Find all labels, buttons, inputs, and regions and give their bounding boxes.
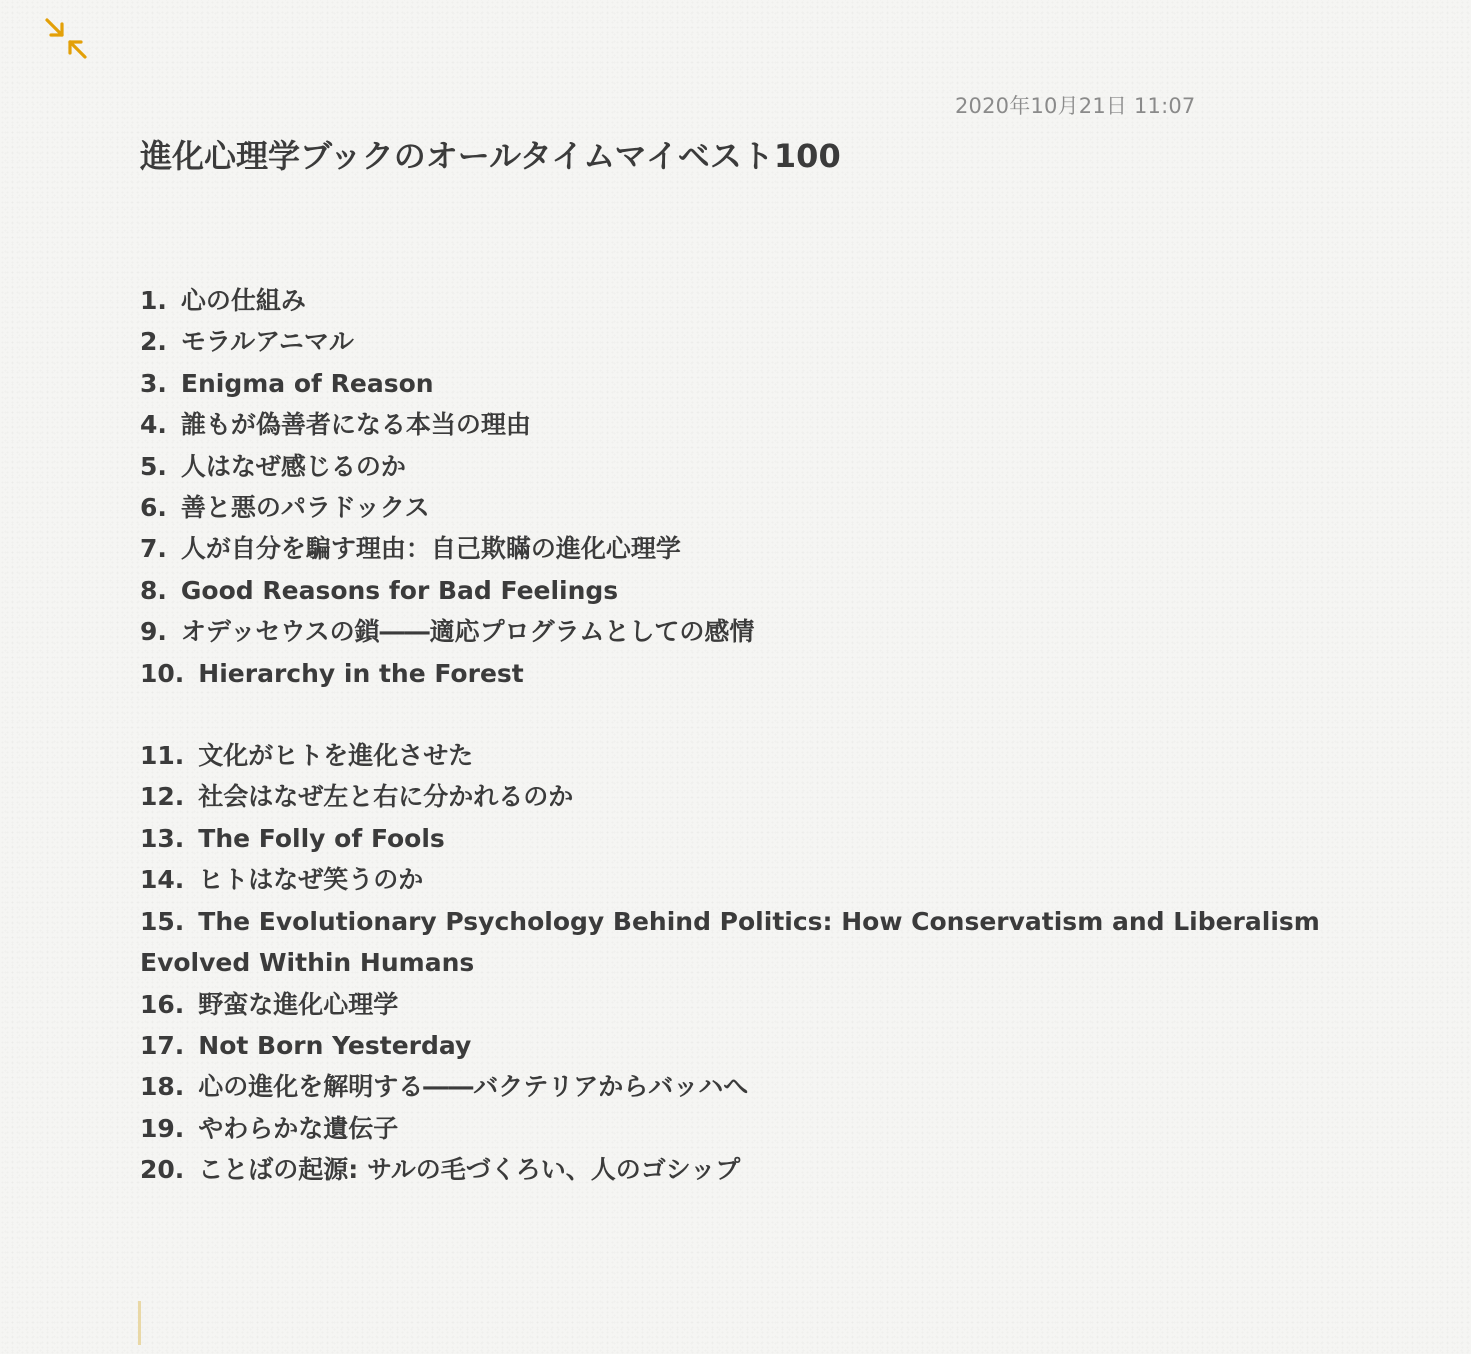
book-list-group-1 bbox=[140, 280, 1320, 694]
list-item-title: 社会はなぜ左と右に分かれるのか bbox=[198, 782, 574, 812]
list-item-title: 心の進化を解明する――バクテリアからバッハへ bbox=[198, 1072, 749, 1102]
note-title[interactable]: 進化心理学ブックのオールタイムマイベスト100 bbox=[140, 137, 841, 175]
list-item[interactable] bbox=[140, 280, 1320, 321]
list-item-title: モラルアニマル bbox=[180, 327, 354, 357]
note-body[interactable] bbox=[140, 130, 1320, 1191]
list-item-number: 18. bbox=[140, 1072, 185, 1102]
list-item[interactable] bbox=[140, 487, 1320, 528]
list-item-title: The Evolutionary Psychology Behind Politics: How Conservatism and Liberalism Evolved Within Humans bbox=[140, 906, 1320, 978]
book-list-group-2 bbox=[140, 735, 1320, 1190]
collapse-button[interactable] bbox=[40, 14, 92, 64]
list-item-number: 20. bbox=[140, 1155, 185, 1185]
list-item-title: 文化がヒトを進化させた bbox=[198, 741, 474, 771]
list-item-number: 6. bbox=[140, 493, 167, 523]
list-item[interactable] bbox=[140, 1108, 1320, 1149]
list-item-number: 14. bbox=[140, 865, 185, 895]
list-item-number: 10. bbox=[140, 658, 185, 688]
list-item-title: 善と悪のパラドックス bbox=[180, 493, 430, 523]
list-item-number: 2. bbox=[140, 327, 167, 357]
list-item-title: 人が自分を騙す理由：自己欺瞞の進化心理学 bbox=[180, 534, 681, 564]
list-item[interactable] bbox=[140, 776, 1320, 817]
list-item[interactable] bbox=[140, 901, 1320, 984]
list-item[interactable] bbox=[140, 1066, 1320, 1107]
note-timestamp: 2020年10月21日 11:07 bbox=[955, 94, 1196, 118]
list-item-number: 4. bbox=[140, 410, 167, 440]
list-item[interactable] bbox=[140, 363, 1320, 404]
list-item-number: 5. bbox=[140, 451, 167, 481]
list-item[interactable] bbox=[140, 570, 1320, 611]
list-item[interactable] bbox=[140, 321, 1320, 362]
list-item[interactable] bbox=[140, 653, 1320, 694]
list-item-title: Enigma of Reason bbox=[180, 368, 434, 398]
list-item-title: 心の仕組み bbox=[180, 286, 306, 315]
list-item[interactable] bbox=[140, 984, 1320, 1025]
list-item-number: 1. bbox=[140, 286, 167, 315]
list-item-number: 7. bbox=[140, 534, 167, 564]
list-item-number: 16. bbox=[140, 989, 185, 1019]
list-item-number: 13. bbox=[140, 823, 185, 853]
list-item-number: 9. bbox=[140, 617, 167, 647]
list-item-title: Not Born Yesterday bbox=[198, 1030, 472, 1060]
list-item-number: 12. bbox=[140, 782, 185, 812]
list-item-title: Hierarchy in the Forest bbox=[198, 658, 524, 688]
list-item-title: 人はなぜ感じるのか bbox=[180, 451, 406, 481]
list-item[interactable] bbox=[140, 446, 1320, 487]
list-item-number: 3. bbox=[140, 368, 167, 398]
list-item[interactable] bbox=[140, 1149, 1320, 1190]
list-item[interactable] bbox=[140, 611, 1320, 652]
list-item-number: 11. bbox=[140, 741, 185, 771]
list-item-number: 8. bbox=[140, 575, 167, 605]
list-item[interactable] bbox=[140, 528, 1320, 569]
list-item-title: ヒトはなぜ笑うのか bbox=[198, 865, 424, 895]
list-item[interactable] bbox=[140, 735, 1320, 776]
list-item[interactable] bbox=[140, 1025, 1320, 1066]
list-item[interactable] bbox=[140, 859, 1320, 900]
list-item-title: Good Reasons for Bad Feelings bbox=[180, 575, 619, 605]
text-cursor bbox=[138, 1301, 141, 1345]
list-item-title: ことばの起源: サルの毛づくろい、人のゴシップ bbox=[198, 1155, 741, 1185]
list-item-number: 15. bbox=[140, 906, 185, 936]
list-item-title: 野蛮な進化心理学 bbox=[198, 989, 399, 1019]
collapse-arrows-icon bbox=[40, 14, 92, 64]
list-item[interactable] bbox=[140, 404, 1320, 445]
list-item-number: 19. bbox=[140, 1113, 185, 1143]
list-item-title: The Folly of Fools bbox=[198, 823, 445, 853]
list-item[interactable] bbox=[140, 818, 1320, 859]
list-item-number: 17. bbox=[140, 1030, 185, 1060]
list-item-title: オデッセウスの鎖――適応プログラムとしての感情 bbox=[180, 617, 755, 647]
list-item-title: 誰もが偽善者になる本当の理由 bbox=[180, 410, 531, 440]
list-item-title: やわらかな遺伝子 bbox=[198, 1113, 399, 1143]
